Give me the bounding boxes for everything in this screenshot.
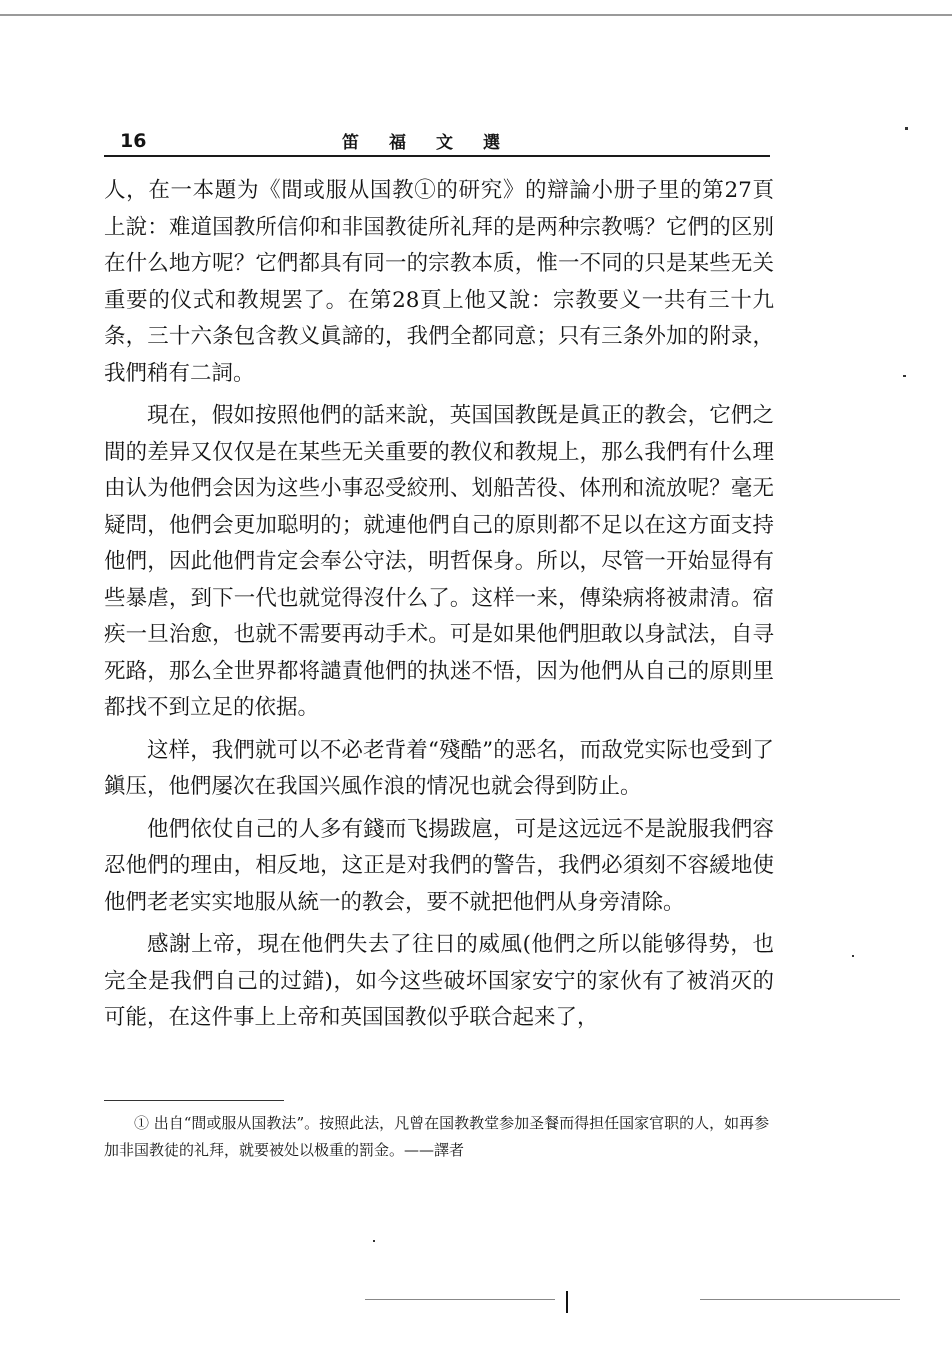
scan-speck bbox=[905, 127, 908, 130]
paragraph-1: 人，在一本題为《間或服从国教①的研究》的辯論小册子里的第27頁上說：难道国教所信仰和非国教徒所礼拜的是两种宗教嗎？它們的区别在什么地方呢？它們都具有同一的宗教本质，惟一不同的只是某些无关重要的仪式和教規罢了。在第28頁上他又說：宗教要义一共有三十九条，三十六条包含教义眞諦的，我們全都同意；只有三条外加的附录，我們稍有二詞。 bbox=[104, 178, 774, 386]
paragraph-3: 这样，我們就可以不必老背着“殘酷”的恶名，而敌党实际也受到了鎭压，他們屡次在我国兴風作浪的情况也就会得到防止。 bbox=[104, 737, 774, 799]
footnote-rule bbox=[104, 1100, 284, 1101]
main-text bbox=[104, 173, 774, 1037]
page-header bbox=[104, 128, 770, 154]
scan-edge-line bbox=[0, 14, 952, 16]
header-rule bbox=[104, 155, 770, 157]
scan-speck bbox=[903, 375, 906, 377]
footnote: ① 出自“間或服从国教法”。按照此法，凡曾在国教教堂参加圣餐而得担任国家官职的人，如再参加非国教徒的礼拜，就要被处以极重的罰金。——譯者 bbox=[104, 1114, 770, 1159]
scan-speck bbox=[852, 955, 854, 957]
scan-speck bbox=[373, 1240, 375, 1242]
scan-bottom-mark bbox=[365, 1299, 555, 1300]
paragraph-2: 現在，假如按照他們的話来說，英国国教旣是眞正的教会，它們之間的差异又仅仅是在某些无关重要的教仪和教規上，那么我們有什么理由认为他們会因为这些小事忍受絞刑、划船苦役、体刑和流放呢？毫无疑問，他們会更加聪明的；就連他們自己的原則都不足以在这方面支持他們，因此他們肯定会奉公守法，明哲保身。所以，尽管一开始显得有些暴虐，到下一代也就觉得沒什么了。这样一来，傳染病将被肃清。宿疾一旦治愈，也就不需要再动手术。可是如果他們胆敢以身試法，自寻死路，那么全世界都将譴責他們的执迷不悟，因为他們从自己的原則里都找不到立足的依据。 bbox=[104, 403, 774, 720]
scan-bottom-mark bbox=[566, 1291, 568, 1313]
page-number: 16 bbox=[120, 130, 147, 152]
running-title: 笛福文選 bbox=[342, 133, 530, 153]
paragraph-5: 感謝上帝，現在他們失去了往日的威風(他們之所以能够得势，也完全是我們自己的过錯)，如今这些破坏国家安宁的家伙有了被消灭的可能，在这件事上上帝和英国国教似乎联合起来了， bbox=[104, 932, 774, 1030]
scan-bottom-mark bbox=[700, 1299, 900, 1300]
paragraph-4: 他們依仗自己的人多有錢而飞揚跋扈，可是这远远不是說服我們容忍他們的理由，相反地，这正是对我們的警告，我們必須刻不容緩地使他們老老实实地服从統一的教会，要不就把他們从身旁清除。 bbox=[104, 816, 774, 915]
